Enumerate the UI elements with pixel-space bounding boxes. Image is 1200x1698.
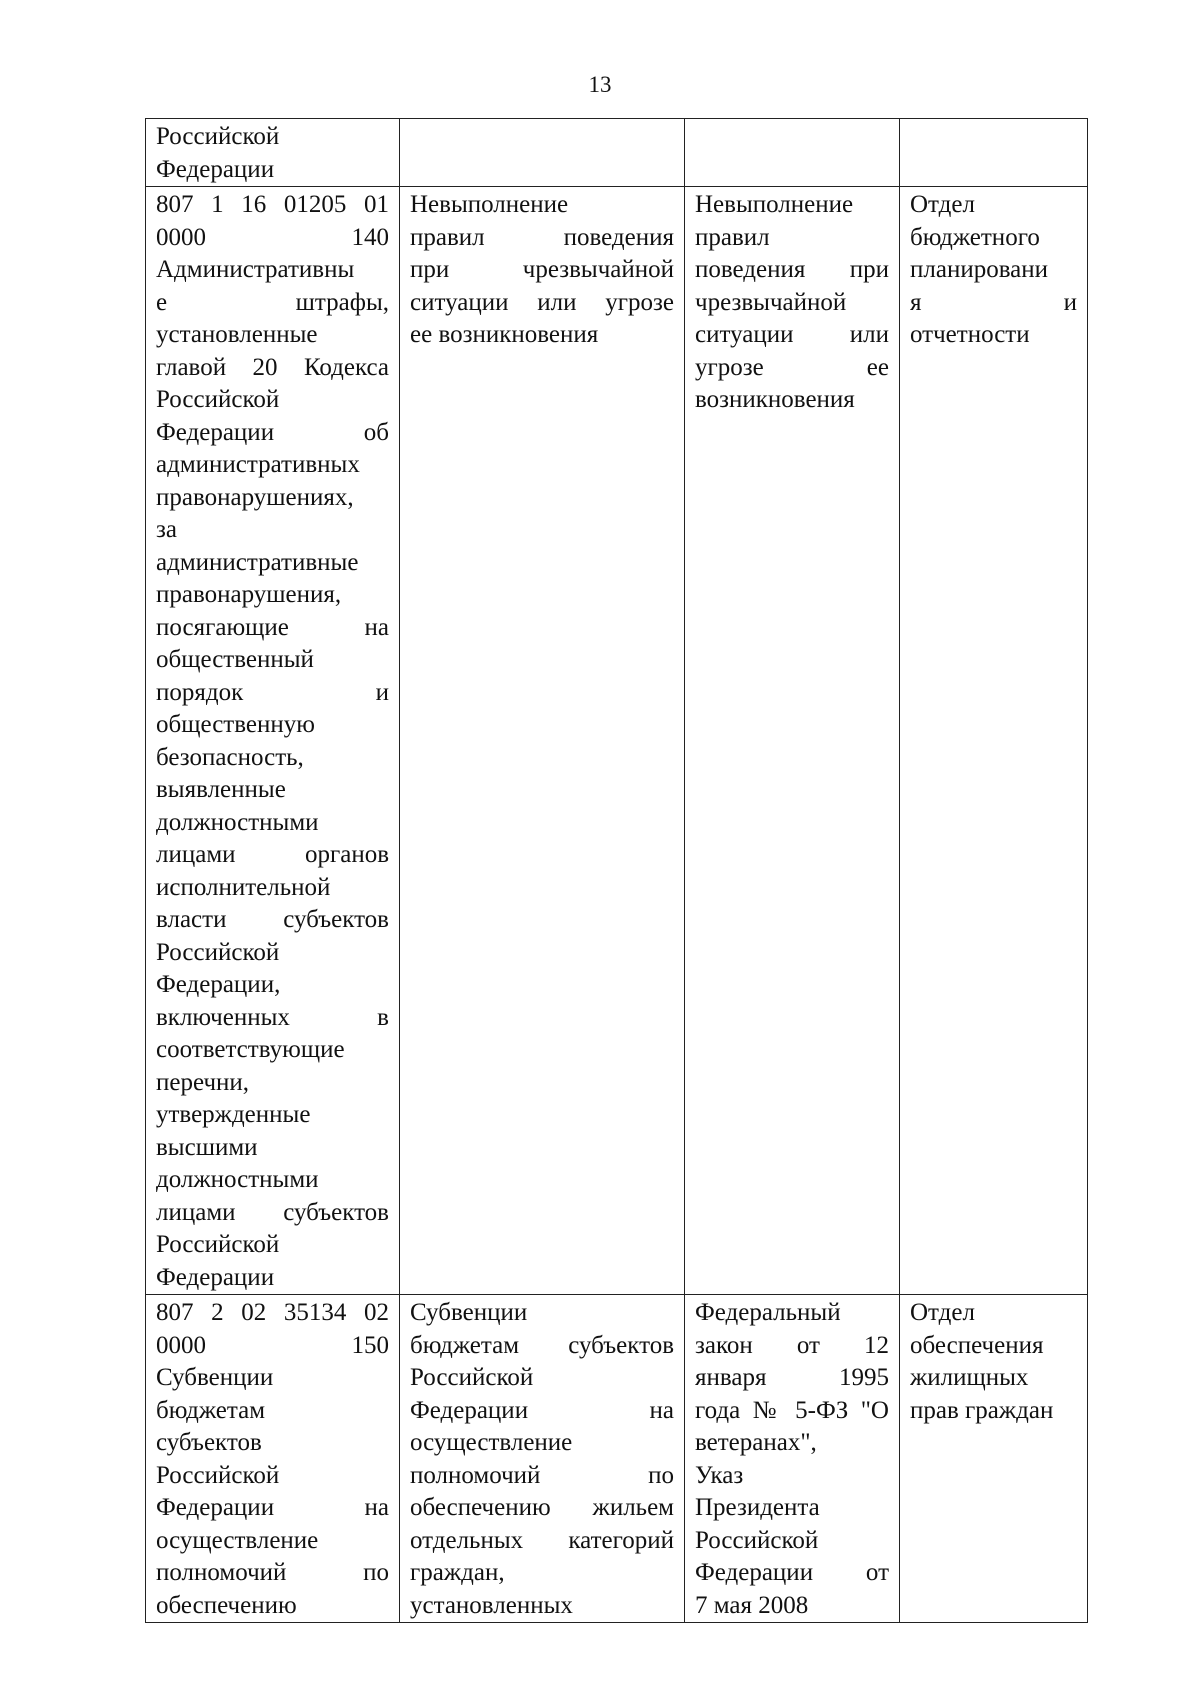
cell-line: ситуации или угрозе [410,288,674,316]
code-cell [146,187,400,1295]
cell-line: Российской [156,1461,280,1489]
cell-line: Отдел [910,1299,975,1326]
description-cell [400,119,685,187]
cell-line: года № 5-ФЗ "О [695,1396,889,1424]
cell-line: Российской [156,386,280,413]
cell-line: правил поведения [410,223,674,251]
cell-line: е штрафы, [156,288,389,316]
code-cell [146,119,400,187]
cell-line: обеспечению жильем [410,1494,674,1521]
cell-line: включенных в [156,1003,389,1031]
cell-line: высшими [156,1133,258,1161]
cell-line: Российской [156,1231,280,1258]
cell-line: правонарушения, [156,581,342,608]
cell-line: возникновения [695,386,855,413]
cell-line: правил [695,223,770,251]
cell-line: бюджетам [156,1396,266,1424]
cell-line: Российской [156,938,280,966]
table-body [146,119,1088,1623]
cell-line: Субвенции [410,1299,528,1326]
cell-line: безопасность, [156,743,304,771]
cell-line: общественный [156,646,314,673]
cell-line: Федерации от [695,1559,889,1586]
cell-line: обеспечению [156,1591,297,1619]
cell-line: лицами субъектов [156,1198,389,1226]
cell-line: Федеральный [695,1299,841,1326]
cell-line: Российской [156,123,280,150]
cell-line: административных [156,451,360,478]
cell-line: лицами органов [156,841,389,868]
cell-line: 807 1 16 01205 01 [156,191,389,218]
department-cell [900,187,1088,1295]
code-cell [146,1295,400,1623]
department-cell [900,1295,1088,1623]
description-cell [400,187,685,1295]
cell-line: полномочий по [410,1461,674,1489]
cell-line: полномочий по [156,1559,389,1586]
cell-line: Федерации [156,1263,275,1291]
cell-line: ее возникновения [410,321,599,348]
cell-line: Федерации [156,155,275,183]
table-row [146,1295,1088,1623]
department-cell [900,119,1088,187]
cell-line: Указ [695,1461,744,1489]
cell-line: соответствующие [156,1036,345,1063]
legal-basis-cell [685,187,900,1295]
document-table [145,118,1088,1623]
cell-line: субъектов [156,1429,262,1456]
cell-line: прав граждан [910,1396,1054,1424]
cell-line: посягающие на [156,613,389,641]
cell-line: бюджетного [910,223,1040,251]
description-cell [400,1295,685,1623]
cell-line: 0000 140 [156,223,389,251]
cell-line: 0000 150 [156,1331,389,1359]
cell-line: Невыполнение [695,191,854,218]
cell-line: планировани [910,256,1049,283]
cell-line: граждан, [410,1559,505,1586]
cell-line: Отдел [910,191,975,218]
cell-line: перечни, [156,1068,250,1096]
cell-line: за [156,516,177,543]
cell-line: осуществление [410,1429,573,1456]
cell-line: должностными [156,808,319,836]
cell-line: жилищных [910,1364,1029,1391]
cell-line: закон от 12 [695,1331,889,1359]
cell-line: Невыполнение [410,191,569,218]
cell-line: установленных [410,1591,573,1619]
cell-line: установленные [156,321,318,348]
cell-line: чрезвычайной [695,288,847,316]
cell-line: административные [156,548,359,576]
cell-line: Административны [156,256,355,283]
cell-line: угрозе ее [695,353,889,381]
cell-line: Российской [410,1364,534,1391]
cell-line: Президента [695,1494,820,1521]
cell-line: Субвенции [156,1364,274,1391]
cell-line: должностными [156,1166,319,1193]
cell-line: ветеранах", [695,1429,817,1456]
cell-line: главой 20 Кодекса [156,353,389,381]
legal-basis-cell [685,1295,900,1623]
cell-line: Российской [695,1526,819,1554]
cell-line: Федерации на [156,1494,389,1521]
page-number: 13 [588,72,612,97]
cell-line: исполнительной [156,873,331,901]
legal-basis-cell [685,119,900,187]
cell-line: правонарушениях, [156,483,354,511]
cell-line: власти субъектов [156,906,389,933]
cell-line: порядок и [156,678,389,706]
cell-line: Федерации, [156,971,281,998]
cell-line: поведения при [695,256,889,283]
cell-line: общественную [156,711,315,738]
cell-line: осуществление [156,1526,319,1554]
table-row [146,119,1088,187]
cell-line: утвержденные [156,1101,311,1128]
cell-line: 807 2 02 35134 02 [156,1299,389,1326]
cell-line: отдельных категорий [410,1526,674,1554]
cell-line: обеспечения [910,1331,1044,1359]
cell-line: Федерации на [410,1396,674,1424]
cell-line: ситуации или [695,321,889,348]
cell-line: я и [910,288,1077,316]
table-row [146,187,1088,1295]
cell-line: января 1995 [695,1364,889,1391]
cell-line: бюджетам субъектов [410,1331,674,1359]
cell-line: выявленные [156,776,286,803]
cell-line: 7 мая 2008 [695,1591,809,1619]
cell-line: отчетности [910,321,1030,348]
cell-line: Федерации об [156,418,389,446]
cell-line: при чрезвычайной [410,256,674,283]
